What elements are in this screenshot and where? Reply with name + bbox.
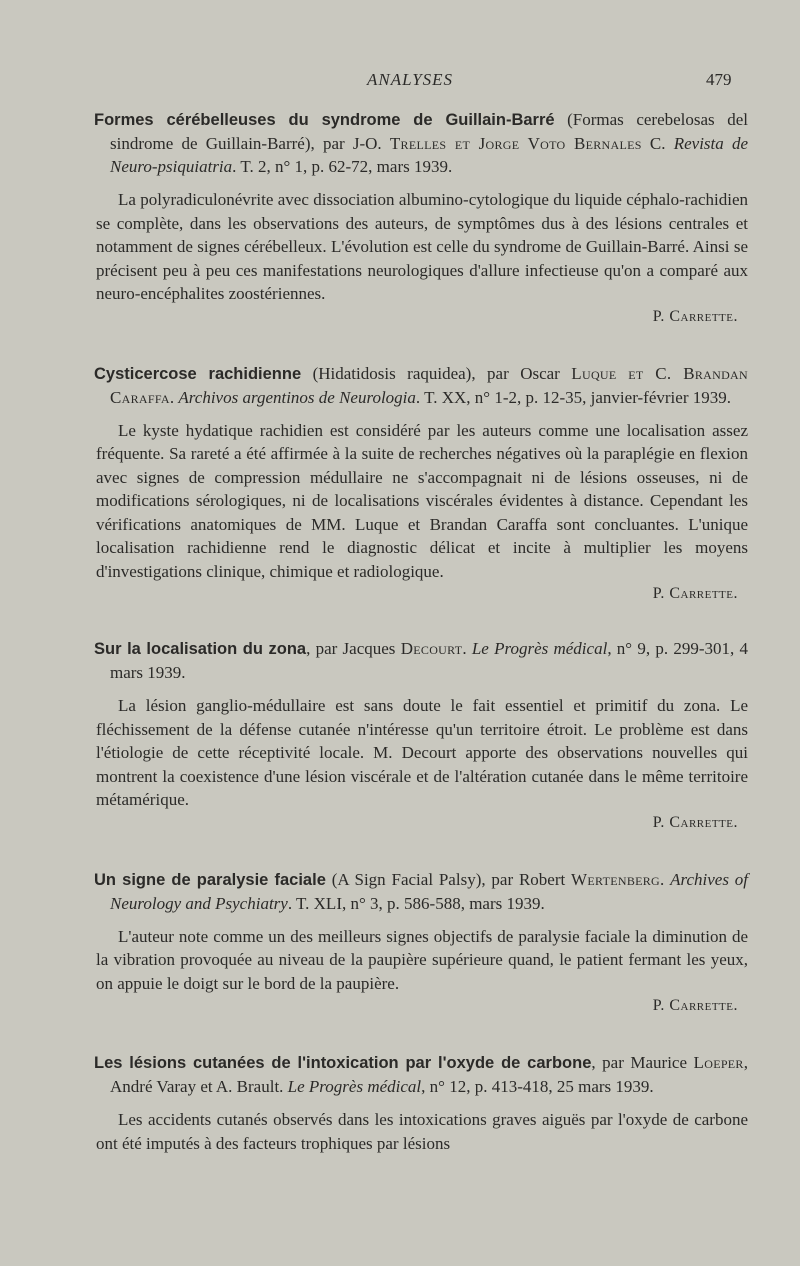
entry-heading-rest: (A Sign Facial Palsy), par Robert: [325, 869, 572, 889]
entry-authors: Luque et C. Brandan Caraffa: [110, 363, 748, 407]
entry-signature: [0, 308, 800, 326]
entry-heading: [0, 362, 800, 409]
signature-text: P. Carrette.: [652, 813, 738, 831]
entry-body: La polyradiculonévrite avec dissociation albumino-cytologique du liquide céphalo-rachidien se complète, dans les observations des auteurs, de symptômes dus à des lésions centrales et notamment de signes cérébelleux. L'évolution est celle du syndrome de Guillain-Barré. Ainsi se précisent peu à peu ces manifestations neurologiques d'allure infectieuse qu'on a comparé aux neuro-encéphalites zoostériennes.: [96, 190, 748, 303]
signature-text: P. Carrette.: [652, 997, 738, 1014]
entry-signature: [0, 997, 800, 1015]
entry-topic: Sur la localisation du zona: [94, 640, 307, 658]
entry-heading-mid: .: [462, 639, 472, 658]
entry-citation: , n° 12, p. 413-418, 25 mars 1939.: [421, 1077, 654, 1096]
entry-heading-mid: .: [660, 869, 671, 889]
entry-authors: Wertenberg: [571, 869, 661, 889]
entry-heading-mid: C.: [641, 134, 674, 153]
page-number: 479: [706, 70, 732, 89]
entry-journal: Archives of Neurology and Psychiatry: [110, 869, 748, 913]
entry-authors: Decourt: [400, 639, 463, 658]
entry-citation: . T. XX, n° 1-2, p. 12-35, janvier-février 1939.: [415, 387, 731, 407]
running-head: [0, 70, 800, 100]
entry-heading: [0, 868, 800, 915]
entry-heading-mid: .: [279, 1077, 288, 1096]
entry-journal: Revista de Neuro-psiquiatria: [110, 134, 748, 176]
entry-body: L'auteur note comme un des meilleurs signes objectifs de paralysie faciale la diminution de la vibration provoquée au niveau de la paupière supérieure quand, le patient fermant les yeux, on appuie le doigt sur le bord de la paupière.: [96, 926, 748, 993]
entry-authors: Trelles et Jorge Voto Bernales: [389, 134, 642, 153]
entry-citation: , n° 9, p. 299-301, 4 mars 1939.: [110, 639, 749, 682]
entry-signature: [0, 814, 800, 832]
entry-heading-rest: , par Jacques: [306, 639, 401, 658]
abstract-entry: [0, 1051, 800, 1155]
entry-signature: [0, 585, 800, 603]
entry-citation: . T. XLI, n° 3, p. 586-588, mars 1939.: [287, 893, 545, 913]
running-title: ANALYSES: [366, 70, 454, 89]
entry-body: Le kyste hydatique rachidien est considéré par les auteurs comme une localisation assez fréquente. Sa rareté a été affirmée à la suite de recherches négatives où la paraplégie en flexion avec signes de compression médullaire ne s'accompagnait ni de lésions osseuses, ni de modifications sérologiques, ni de localisations viscérales évidentes à distance. Cependant les vérifications anatomiques de MM. Luque et Brandan Caraffa sont concluantes. L'unique localisation rachidienne rend le diagnostic délicat et incite à multiplier les moyens d'investigations clinique, chimique et radiologique.: [96, 420, 748, 581]
entry-heading: [0, 108, 800, 178]
entry-topic: Formes cérébelleuses du syndrome de Guillain-Barré: [94, 111, 555, 129]
entry-citation: . T. 2, n° 1, p. 62-72, mars 1939.: [232, 157, 453, 176]
entry-topic: Les lésions cutanées de l'intoxication par l'oxyde de carbone: [94, 1054, 592, 1072]
entry-heading: [0, 1051, 800, 1098]
entry-journal: Le Progrès médical: [471, 639, 608, 658]
entry-body: Les accidents cutanés observés dans les intoxications graves aiguës par l'oxyde de carbone ont été imputés à des facteurs trophiques par lésions: [96, 1110, 748, 1153]
abstracts-list: [0, 108, 800, 1155]
signature-text: P. Carrette.: [652, 307, 738, 325]
entry-topic: Un signe de paralysie faciale: [94, 870, 326, 889]
entry-heading-mid: .: [169, 387, 179, 407]
entry-heading-rest: , par Maurice: [591, 1053, 694, 1072]
signature-text: P. Carrette.: [652, 585, 738, 602]
entry-heading: [0, 637, 800, 684]
entry-body: La lésion ganglio-médullaire est sans doute le fait essentiel et primitif du zona. Le fléchissement de la défense cutanée n'intéresse qu'un territoire étroit. Le problème est dans l'étiologie de cette réceptivité locale. M. Decourt apporte des observations nouvelles qui montrent la coexistence d'une lésion viscérale et de l'altération cutanée dans le même territoire métamérique.: [96, 696, 748, 809]
entry-journal: Le Progrès médical: [287, 1077, 422, 1096]
entry-topic: Cysticercose rachidienne: [94, 364, 302, 383]
entry-heading-rest: (Formas cerebelosas del sindrome de Guillain-Barré), par J-O.: [110, 110, 748, 153]
abstract-entry: [0, 108, 800, 326]
entry-authors: Loeper: [693, 1053, 744, 1072]
abstract-entry: [0, 868, 800, 1016]
entry-authors-extra: , André Varay et A. Brault: [110, 1053, 748, 1096]
abstract-entry: [0, 362, 800, 604]
abstract-entry: [0, 637, 800, 832]
entry-journal: Archivos argentinos de Neurologia: [178, 387, 416, 407]
entry-heading-rest: (Hidatidosis raquidea), par Oscar: [301, 363, 572, 383]
